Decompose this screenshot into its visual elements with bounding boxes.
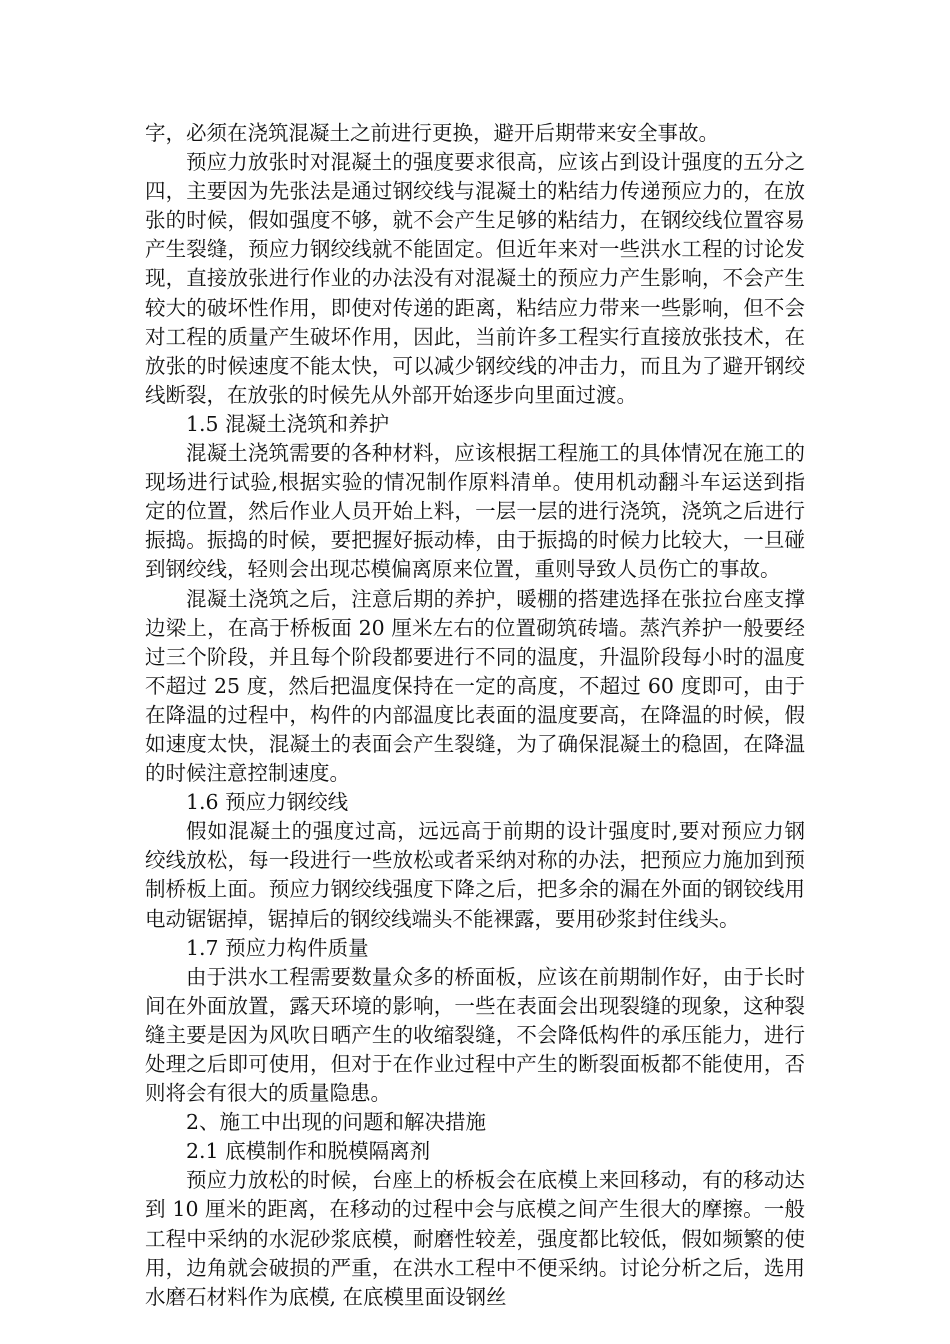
paragraph: 由于洪水工程需要数量众多的桥面板，应该在前期制作好，由于长时间在外面放置，露天环境的影响，一些在表面会出现裂缝的现象，这种裂缝主要是因为风吹日晒产生的收缩裂缝，不会降低构件的承压能力，进行处理之后即可使用，但对于在作业过程中产生的断裂面板都不能使用，否则将会有很大的质量隐患。	[145, 964, 805, 1106]
paragraph: 预应力放张时对混凝土的强度要求很高，应该占到设计强度的五分之四，主要因为先张法是通过钢绞线与混凝土的粘结力传递预应力的，在放张的时候，假如强度不够，就不会产生足够的粘结力，在钢绞线位置容易产生裂缝，预应力钢绞线就不能固定。但近年来对一些洪水工程的讨论发现，直接放张进行作业的办法没有对混凝土的预应力产生影响，不会产生较大的破坏性作用，即使对传递的距离，粘结应力带来一些影响，但不会对工程的质量产生破坏作用，因此，当前许多工程实行直接放张技术，在放张的时候速度不能太快，可以减少钢绞线的冲击力，而且为了避开钢绞线断裂，在放张的时候先从外部开始逐步向里面过渡。	[145, 150, 805, 407]
paragraph: 假如混凝土的强度过高，远远高于前期的设计强度时,要对预应力钢绞线放松，每一段进行一些放松或者采纳对称的办法，把预应力施加到预制桥板上面。预应力钢绞线强度下降之后，把多余的漏在外面的钢铰线用电动锯锯掉，锯掉后的钢绞线端头不能裸露，要用砂浆封住线头。	[145, 819, 805, 931]
section-heading: 1.6 预应力钢绞线	[186, 790, 349, 815]
section-heading: 2.1 底模制作和脱模隔离剂	[186, 1139, 431, 1164]
document-page	[145, 119, 805, 1312]
section-heading: 1.5 混凝土浇筑和养护	[186, 411, 390, 436]
section-heading: 2、施工中出现的问题和解决措施	[186, 1110, 487, 1135]
paragraph: 混凝土浇筑之后，注意后期的养护，暖棚的搭建选择在张拉台座支撑边梁上，在高于桥板面 20 厘米左右的位置砌筑砖墙。蒸汽养护一般要经过三个阶段，并且每个阶段都要进行不同的温度，升温阶段每小时的温度不超过 25 度，然后把温度保持在一定的高度，不超过 60 度即可，由于在降温的过程中，构件的内部温度比表面的温度要高，在降温的时候，假如速度太快，混凝土的表面会产生裂缝，为了确保混凝土的稳固，在降温的时候注意控制速度。	[145, 586, 805, 786]
paragraph: 字，必须在浇筑混凝土之前进行更换，避开后期带来安全事故。	[145, 121, 719, 145]
section-heading: 1.7 预应力构件质量	[186, 935, 369, 960]
paragraph: 混凝土浇筑需要的各种材料，应该根据工程施工的具体情况在施工的现场进行试验,根据实验的情况制作原料清单。使用机动翻斗车运送到指定的位置，然后作业人员开始上料，一层一层的进行浇筑，浇筑之后进行振捣。振捣的时候，要把握好振动棒，由于振捣的时候力比较大，一旦碰到钢绞线，轻则会出现芯模偏离原来位置，重则导致人员伤亡的事故。	[145, 441, 805, 582]
paragraph: 预应力放松的时候，台座上的桥板会在底模上来回移动，有的移动达到 10 厘米的距离，在移动的过程中会与底模之间产生很大的摩擦。一般工程中采纳的水泥砂浆底模，耐磨性较差，强度都比较低，假如频繁的使用，边角就会破损的严重，在洪水工程中不便采纳。讨论分析之后，选用水磨石材料作为底模, 在底模里面设钢丝	[145, 1168, 805, 1309]
